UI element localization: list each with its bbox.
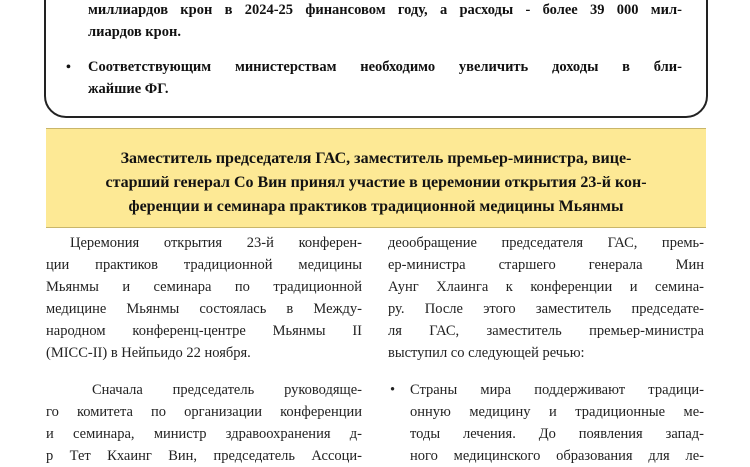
text-line: выступил со следующей речью: [388, 345, 585, 361]
article-paragraph [388, 232, 704, 364]
text-line: го комитета по организации конференции [46, 404, 362, 420]
summary-paragraph-line: миллиардов крон в 2024-25 финансовом году, а расходы - более 39 000 мил- [88, 2, 682, 18]
text-line: ер-министра старшего генерала Мин [388, 257, 704, 273]
summary-bullet-line: • Соответствующим министерствам необходимо увеличить доходы в бли- [88, 59, 682, 75]
text-line: народном конференц-центре Мьянмы II [46, 323, 362, 339]
article-paragraph [46, 379, 362, 467]
text-line: Церемония открытия 23-й конферен- [70, 235, 362, 251]
text-line: деообращение председателя ГАС, премь- [388, 235, 704, 251]
article-left-column [46, 232, 362, 467]
text-line: Сначала председатель руководяще- [92, 382, 362, 398]
text-line: Аунг Хлаинга к конференции и семина- [388, 279, 704, 295]
article-paragraph [46, 232, 362, 364]
text-line: медицине Мьянмы состоялась в Между- [46, 301, 362, 317]
summary-paragraph-line: лиардов крон. [88, 23, 181, 40]
summary-box-text [62, 0, 682, 100]
text-line: Мьянмы и семинара по традиционной [46, 279, 362, 295]
text-line: тоды лечения. До появления запад- [410, 426, 704, 442]
summary-bullet [62, 57, 682, 100]
text-line: ру. После этого заместитель председате- [388, 301, 704, 317]
text-line: ля ГАС, заместитель премьер-министра [388, 323, 704, 339]
headline-line: ференции и семинара практиков традиционной медицины Мьянмы [128, 198, 624, 215]
text-line: ного медицинского образования для ле- [410, 448, 704, 464]
article-headline [46, 128, 706, 228]
headline-line: старший генерал Со Вин принял участие в церемонии открытия 23-й кон- [105, 174, 647, 191]
headline-line: Заместитель председателя ГАС, заместитель премьер-министра, вице- [120, 150, 632, 167]
text-line: и семинара, министр здравоохранения д- [46, 426, 362, 442]
article-bullet [388, 379, 704, 467]
text-line: (MICC-II) в Нейпьидо 22 ноября. [46, 345, 251, 361]
article-right-column [388, 232, 704, 467]
text-line: онную медицину и традиционные ме- [410, 404, 704, 420]
summary-bullet-line: жайшие ФГ. [88, 80, 169, 97]
text-line: р Тет Кхаинг Вин, председатель Ассоци- [46, 448, 362, 464]
text-line: • Страны мира поддерживают традици- [410, 382, 704, 398]
text-line: ции практиков традиционной медицины [46, 257, 362, 273]
